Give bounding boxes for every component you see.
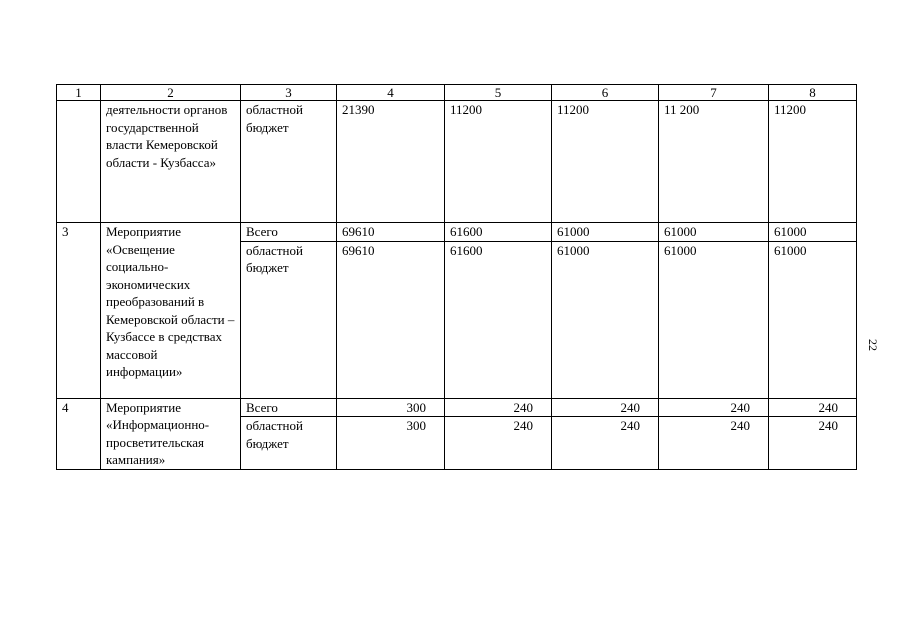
value-cell: 240 bbox=[552, 417, 659, 469]
value-cell: 61000 bbox=[552, 223, 659, 242]
value-cell: 11200 bbox=[769, 101, 857, 223]
event-name-cell: Мероприятие «Информационно-просветительская кампания» bbox=[101, 398, 241, 469]
value-cell: 300 bbox=[337, 417, 445, 469]
event-name-cell: Мероприятие «Освещение социально-экономических преобразований в Кемеровской области – Кузбассе в средствах массовой информации» bbox=[101, 223, 241, 399]
value-cell: 240 bbox=[659, 398, 769, 417]
funding-source-cell: областной бюджет bbox=[241, 417, 337, 469]
row-number-cell: 3 bbox=[57, 223, 101, 399]
funding-source-cell: Всего bbox=[241, 398, 337, 417]
header-cell-8: 8 bbox=[769, 85, 857, 101]
value-cell: 21390 bbox=[337, 101, 445, 223]
value-cell: 240 bbox=[769, 417, 857, 469]
table-row bbox=[57, 101, 857, 223]
table-row bbox=[57, 223, 857, 242]
funding-source-cell: областной бюджет bbox=[241, 241, 337, 398]
value-cell: 69610 bbox=[337, 241, 445, 398]
value-cell: 61000 bbox=[659, 241, 769, 398]
header-cell-6: 6 bbox=[552, 85, 659, 101]
header-row bbox=[57, 85, 857, 101]
funding-source-cell: областной бюджет bbox=[241, 101, 337, 223]
header-cell-5: 5 bbox=[445, 85, 552, 101]
value-cell: 300 bbox=[337, 398, 445, 417]
header-cell-1: 1 bbox=[57, 85, 101, 101]
value-cell: 240 bbox=[552, 398, 659, 417]
row-number-cell: 4 bbox=[57, 398, 101, 469]
value-cell: 11 200 bbox=[659, 101, 769, 223]
value-cell: 61600 bbox=[445, 241, 552, 398]
value-cell: 11200 bbox=[552, 101, 659, 223]
value-cell: 61000 bbox=[769, 223, 857, 242]
table-row bbox=[57, 398, 857, 417]
event-name-cell: деятельности органов государственной власти Кемеровской области - Кузбасса» bbox=[101, 101, 241, 223]
header-cell-7: 7 bbox=[659, 85, 769, 101]
value-cell: 240 bbox=[659, 417, 769, 469]
row-number-cell bbox=[57, 101, 101, 223]
value-cell: 61000 bbox=[552, 241, 659, 398]
funding-source-cell: Всего bbox=[241, 223, 337, 242]
header-cell-2: 2 bbox=[101, 85, 241, 101]
value-cell: 61000 bbox=[769, 241, 857, 398]
value-cell: 61600 bbox=[445, 223, 552, 242]
value-cell: 69610 bbox=[337, 223, 445, 242]
value-cell: 240 bbox=[769, 398, 857, 417]
value-cell: 240 bbox=[445, 398, 552, 417]
page-number: 22 bbox=[866, 339, 880, 351]
header-cell-4: 4 bbox=[337, 85, 445, 101]
budget-table bbox=[56, 84, 857, 470]
value-cell: 11200 bbox=[445, 101, 552, 223]
value-cell: 240 bbox=[445, 417, 552, 469]
header-cell-3: 3 bbox=[241, 85, 337, 101]
value-cell: 61000 bbox=[659, 223, 769, 242]
